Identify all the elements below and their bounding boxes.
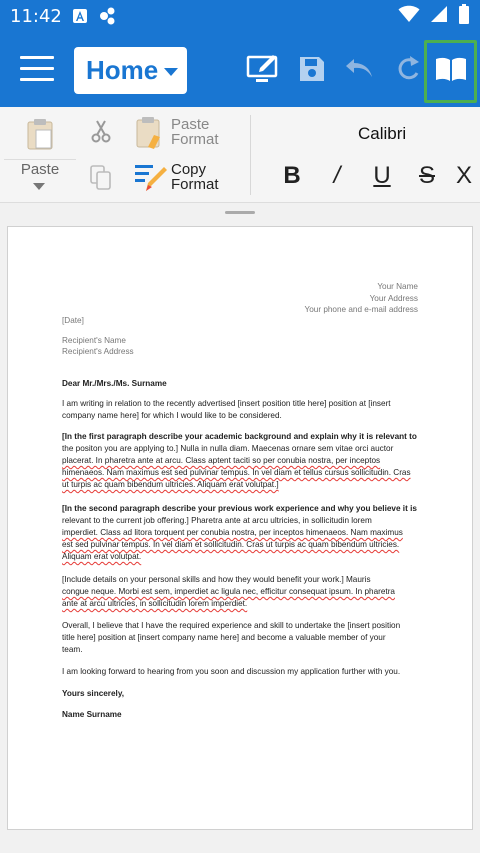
p2-line: est sed pulvinar tempus. In vel diam et sollicitudin. Cras ut turpis ac quam bibendum ultricies. <box>62 540 400 549</box>
status-bar <box>0 0 480 32</box>
p2-line: [In the second paragraph describe your previous work experience and why you believe it is <box>62 504 417 513</box>
p2-line: imperdiet. Class ad litora torquent per conubia nostra, per inceptos himenaeos. Nam maximus <box>62 528 403 537</box>
p4-line: Overall, I believe that I have the required experience and skill to undertake the [insert position <box>62 621 401 630</box>
undo-icon[interactable] <box>343 52 377 86</box>
p1-line: himenaeos. Nam maximus est sed pulvinar tempus. In vel diam et tellus cursus sollicitudin. Cras <box>62 468 411 477</box>
paste-format-line2: Format <box>171 131 219 148</box>
more-format-button[interactable]: X <box>456 162 473 189</box>
copy-format-line1: Copy <box>171 161 207 178</box>
bold-button[interactable]: B <box>283 162 301 189</box>
closing: Yours sincerely, <box>62 689 125 698</box>
p3-line: ante at arcu ultricies, in sollicitudin lorem imperdiet. <box>62 599 248 608</box>
p4-line: title here] position at [insert company name here] and become a valuable member of your <box>62 633 386 642</box>
copy-icon[interactable] <box>90 165 112 196</box>
drag-grip[interactable] <box>225 211 255 214</box>
redo-icon[interactable] <box>392 52 426 86</box>
ribbon-panel <box>0 107 480 203</box>
chevron-down-icon <box>164 68 178 76</box>
signature: Name Surname <box>62 710 122 719</box>
italic-button[interactable]: / <box>333 162 341 189</box>
status-time: 11:42 <box>10 5 62 27</box>
edit-mode-icon[interactable] <box>246 52 280 86</box>
p1-line: ut turpis ac quam bibendum ultricies. Aliquam erat volutpat.] <box>62 480 279 489</box>
ribbon-tab-selector[interactable] <box>74 47 187 94</box>
wifi-icon <box>398 5 420 28</box>
p1-line: the positon you are applying to.] Nulla in nulla diam. Maecenas ornare sem vitae orci auctor <box>62 444 394 453</box>
letter-date: [Date] <box>62 316 84 325</box>
paste-label: Paste <box>20 161 60 178</box>
strikethrough-button[interactable]: S <box>418 162 435 189</box>
intro-line: I am writing in relation to the recently advertised [insert position title here] position at [insert <box>62 399 391 408</box>
p3-line: [Include details on your personal skills and how they would benefit your work.] Mauris <box>62 575 371 584</box>
hamburger-menu-icon[interactable] <box>20 56 54 84</box>
paste-format-line1: Paste <box>171 116 210 133</box>
recipient-name: Recipient's Name <box>62 336 126 345</box>
copy-format-line2: Format <box>171 176 219 193</box>
sender-name: Your Name <box>377 282 418 291</box>
p1-line: [In the first paragraph describe your academic background and explain why it is relevant to <box>62 432 417 441</box>
notification-a-icon <box>72 8 88 24</box>
open-book-icon <box>434 55 468 88</box>
save-icon[interactable] <box>295 52 329 86</box>
font-name-selector[interactable]: Calibri <box>358 124 407 143</box>
recipient-address: Recipient's Address <box>62 347 134 356</box>
p3-line: congue neque. Morbi est sem, imperdiet ac ligula nec, efficitur consequat ipsum. In pharetra <box>62 587 395 596</box>
sender-address: Your Address <box>369 294 418 303</box>
salutation: Dear Mr./Mrs./Ms. Surname <box>62 379 167 388</box>
paste-button[interactable] <box>4 115 76 199</box>
p5-line: I am looking forward to hearing from you soon and discussion my application further with you. <box>62 667 401 676</box>
app-toolbar <box>0 32 480 107</box>
ribbon-resize-handle[interactable] <box>0 203 480 221</box>
p4-line: team. <box>62 645 83 654</box>
cut-scissors-icon[interactable] <box>90 119 112 148</box>
document-page[interactable] <box>7 226 473 830</box>
battery-icon <box>458 4 470 29</box>
clipboard-icon <box>26 118 54 155</box>
ribbon-divider <box>250 115 251 195</box>
cellular-icon <box>430 5 448 28</box>
p2-line: Aliquam erat volutpat. <box>62 552 142 561</box>
paste-format-icon[interactable] <box>134 115 166 156</box>
paste-dropdown-chevron-icon[interactable] <box>33 183 45 190</box>
paste-divider <box>4 159 76 160</box>
underline-button[interactable]: U <box>373 162 391 189</box>
sender-contact: Your phone and e-mail address <box>304 305 418 314</box>
copy-format-brush-icon[interactable] <box>134 161 168 198</box>
p2-line: relevant to the current job offering.] Pharetra ante at arcu ultricies, in sollicitudin lorem <box>62 516 372 525</box>
intro-line: company name here] for which I would like to be considered. <box>62 411 282 420</box>
read-mode-button[interactable] <box>424 40 477 103</box>
p1-line: placerat. In pharetra ante at arcu. Class aptent taciti so per conubia nostra, per inceptos <box>62 456 381 465</box>
ribbon-tab-label: Home <box>86 55 159 85</box>
notification-app-icon <box>98 7 118 25</box>
